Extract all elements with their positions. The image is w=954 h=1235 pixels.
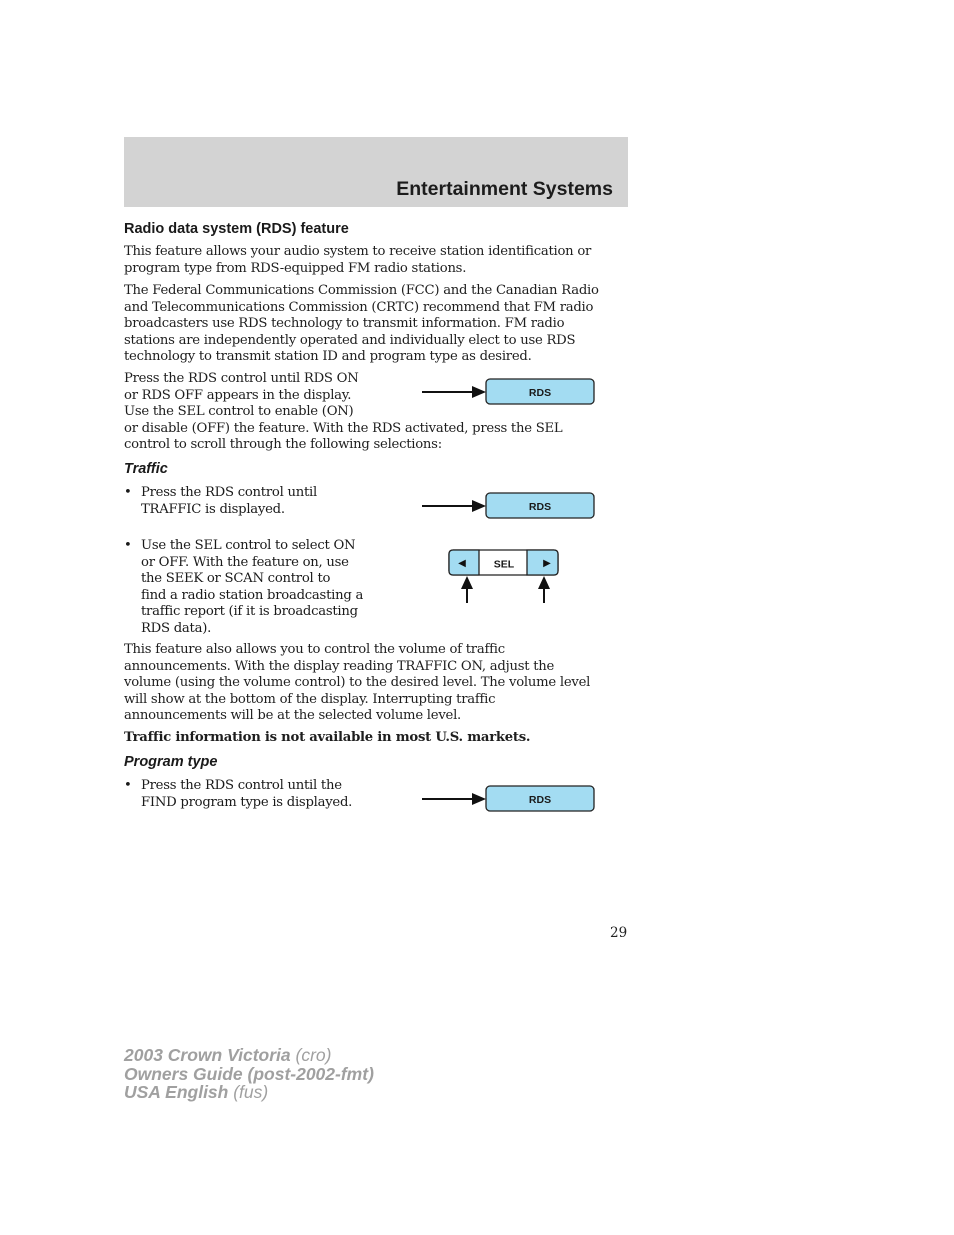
footer-model: 2003 Crown Victoria [124,1045,291,1065]
pointer-arrow-icon [472,386,486,398]
bullet-line: find a radio station broadcasting a [141,587,364,603]
fcc-line: technology to transmit station ID and program type as desired. [124,349,532,364]
bullet-line: the SEEK or SCAN control to [141,571,331,586]
volume-line: announcements. With the display reading TRAFFIC ON, adjust the [124,658,555,674]
fcc-paragraph [124,283,630,366]
bullet-dot: • [124,538,132,553]
fcc-line: The Federal Communications Commission (FCC) and the Canadian Radio [124,283,599,298]
traffic-volume-paragraph [124,642,630,725]
chapter-title: Entertainment Systems [396,178,613,200]
rds-button-label: RDS [528,501,552,513]
section-heading-rds: Radio data system (RDS) feature [124,221,349,237]
pointer-arrow-icon [472,793,486,805]
bullet-dot: • [124,778,132,793]
program-type-heading: Program type [124,754,218,770]
up-arrow-icon [538,576,550,589]
intro-line: program type from RDS-equipped FM radio stations. [124,260,467,276]
press-line: control to scroll through the following selections: [124,437,442,452]
footer-guide: Owners Guide (post-2002-fmt) [124,1063,374,1084]
fcc-line: broadcasters use RDS technology to transmit information. FM radio [124,316,565,331]
document-footer [124,1046,374,1102]
rds-button-figure-1 [420,376,598,408]
bullet-line: RDS data). [141,620,212,636]
intro-line: This feature allows your audio system to receive station identification or [124,244,592,259]
bullet-dot: • [124,485,132,500]
volume-line: This feature also allows you to control the volume of traffic [124,642,505,657]
rds-button-label: RDS [528,794,552,806]
fcc-line: and Telecommunications Commission (CRTC) recommend that FM radio [124,299,594,315]
rds-button-figure-3 [420,783,598,815]
bullet-line: TRAFFIC is displayed. [141,501,285,517]
fcc-line: stations are independently operated and individually elect to use RDS [124,332,576,348]
volume-line: will show at the bottom of the display. Interrupting traffic [124,691,496,707]
pointer-arrow-icon [472,500,486,512]
footer-line-3 [124,1083,374,1102]
press-line: or RDS OFF appears in the display. [124,387,352,403]
right-triangle-icon: ▶ [543,558,551,569]
press-line: Press the RDS control until RDS ON [124,371,359,386]
bullet-line: Use the SEL control to select ON [141,538,356,553]
bullet-line: Press the RDS control until [141,485,317,500]
press-line: or disable (OFF) the feature. With the RDS activated, press the SEL [124,420,563,436]
footer-model-code: (cro) [295,1045,332,1065]
footer-language: USA English [124,1082,229,1103]
bullet-line: traffic report (if it is broadcasting [141,604,358,619]
bullet-line: Press the RDS control until the [141,778,342,793]
bullet-line: or OFF. With the feature on, use [141,554,349,570]
footer-line-1 [124,1046,374,1065]
page-number: 29 [610,925,628,941]
volume-line: announcements will be at the selected volume level. [124,708,461,723]
sel-control-figure [446,547,562,605]
press-line: Use the SEL control to enable (ON) [124,404,354,419]
footer-line-2 [124,1065,374,1084]
left-triangle-icon: ◀ [458,558,466,569]
bullet-line: FIND program type is displayed. [141,794,353,810]
traffic-note: Traffic information is not available in most U.S. markets. [124,730,531,745]
intro-paragraph [124,244,630,277]
sel-label: SEL [493,558,515,571]
rds-button-figure-2 [420,490,598,522]
footer-language-code: (fus) [233,1082,269,1103]
chapter-header-band [124,137,628,207]
volume-line: volume (using the volume control) to the desired level. The volume level [124,675,591,690]
up-arrow-icon [461,576,473,589]
traffic-heading: Traffic [124,461,168,477]
rds-button-label: RDS [528,387,552,399]
